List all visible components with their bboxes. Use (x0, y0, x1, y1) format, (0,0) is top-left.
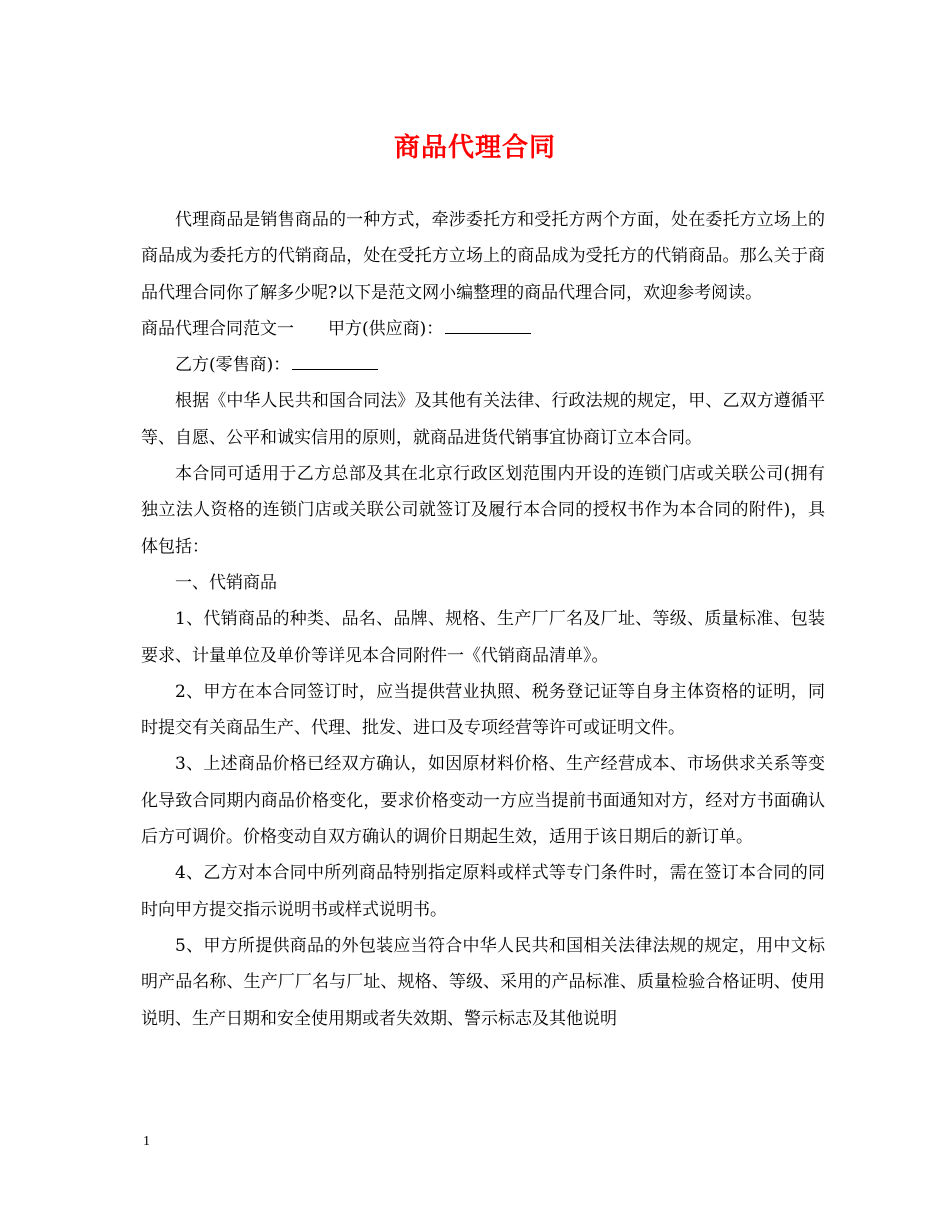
party-a-blank (445, 319, 531, 334)
intro-paragraph: 代理商品是销售商品的一种方式，牵涉委托方和受托方两个方面，处在委托方立场上的商品成为委托方的代销商品，处在受托方立场上的商品成为受托方的代销商品。那么关于商品代理合同你了解多少呢?以下是范文网小编整理的商品代理合同，欢迎参考阅读。 (141, 210, 825, 303)
party-b-blank (292, 355, 378, 370)
sample-label: 商品代理合同范文一 (141, 318, 294, 339)
section-heading: 一、代销商品 (175, 572, 277, 593)
party-a-line (141, 311, 825, 347)
clause-4: 4、乙方对本合同中所列商品特别指定原料或样式等专门条件时，需在签订本合同的同时向甲方提交指示说明书或样式说明书。 (141, 863, 825, 920)
scope-paragraph: 本合同可适用于乙方总部及其在北京行政区划范围内开设的连锁门店或关联公司(拥有独立法人资格的连锁门店或关联公司就签订及履行本合同的授权书作为本合同的附件)，具体包括： (141, 464, 825, 557)
legal-basis-paragraph: 根据《中华人民共和国合同法》及其他有关法律、行政法规的规定，甲、乙双方遵循平等、自愿、公平和诚实信用的原则，就商品进货代销事宜协商订立本合同。 (141, 391, 825, 448)
document-body (141, 202, 825, 1037)
page-number: 1 (143, 1134, 150, 1149)
document-title: 商品代理合同 (393, 133, 556, 163)
party-b-line (141, 347, 825, 383)
party-a-label: 甲方(供应商)： (328, 318, 444, 339)
clause-2: 2、甲方在本合同签订时，应当提供营业执照、税务登记证等自身主体资格的证明，同时提交有关商品生产、代理、批发、进口及专项经营等许可或证明文件。 (141, 681, 825, 739)
party-b-label: 乙方(零售商)： (175, 355, 291, 376)
clause-1: 1、代销商品的种类、品名、品牌、规格、生产厂厂名及厂址、等级、质量标准、包装要求、计量单位及单价等详见本合同附件一《代销商品清单》。 (141, 609, 825, 666)
clause-3: 3、上述商品价格已经双方确认，如因原材料价格、生产经营成本、市场供求关系等变化导致合同期内商品价格变化，要求价格变动一方应当提前书面通知对方，经对方书面确认后方可调价。价格变动自双方确认的调价日期起生效，适用于该日期后的新订单。 (141, 754, 825, 848)
clause-5: 5、甲方所提供商品的外包装应当符合中华人民共和国相关法律法规的规定，用中文标明产品名称、生产厂厂名与厂址、规格、等级、采用的产品标准、质量检验合格证明、使用说明、生产日期和安全使用期或者失效期、警示标志及其他说明 (141, 935, 825, 1029)
